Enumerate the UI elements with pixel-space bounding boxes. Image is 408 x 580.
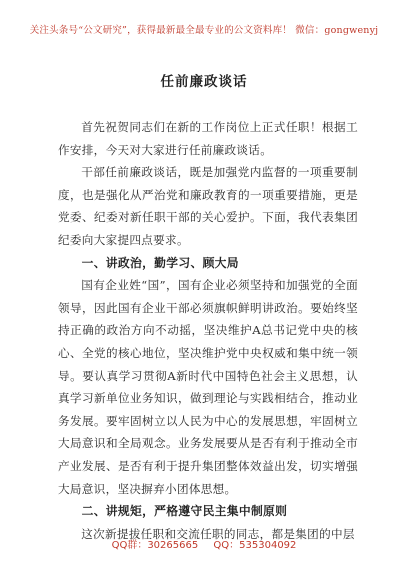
- section-heading-2: 二、讲规矩，严格遵守民主集中制原则: [81, 504, 288, 519]
- footer-qq: QQ：535304092: [213, 540, 297, 551]
- footer-qq-group: QQ群：30265665: [111, 540, 199, 551]
- section-heading-1: 一、讲政治，勤学习、顾大局: [81, 255, 239, 270]
- paragraph-rules: 这次新提拔任职和交流任职的同志，都是集团的中层: [81, 526, 355, 541]
- paragraph-purpose: 干部任前廉政谈话，既是加强党内监督的一项重要制度，也是强化从严治党和廉政教育的一项重要措施，更是党委、纪委对新任职干部的关心爱护。下面，我代表集团纪委向大家提四点要求。: [58, 165, 358, 247]
- paragraph-intro: 首先祝贺同志们在新的工作岗位上正式任职！根据工作安排，今天对大家进行任前廉政谈话。: [58, 120, 358, 157]
- header-banner: 关注头条号“公文研究”，获得最新最全最专业的公文资料库！ 微信：gongwenyj: [29, 25, 379, 36]
- footer-contacts: [0, 536, 408, 551]
- document-title: 任前廉政谈话: [160, 74, 248, 90]
- document-body: [58, 116, 358, 545]
- paragraph-politics: 国有企业姓“国”，国有企业必须坚持和加强党的全面领导，因此国有企业干部必须旗帜鲜明讲政治。要始终坚持正确的政治方向不动摇，坚决维护A总书记党中央的核心、全党的核心地位，坚决维护党中央权威和集中统一领导。要认真学习贯彻A新时代中国特色社会主义思想，认真学习新单位业务知识，做到理论与实践相结合，推动业务发展。要牢固树立以人民为中心的发展思想，牢固树立大局意识和全局观念。业务发展要从是否有利于推动全市产业发展、是否有利于提升集团整体效益出发，切实增强大局意识，坚决摒弃小团体思想。: [58, 278, 358, 496]
